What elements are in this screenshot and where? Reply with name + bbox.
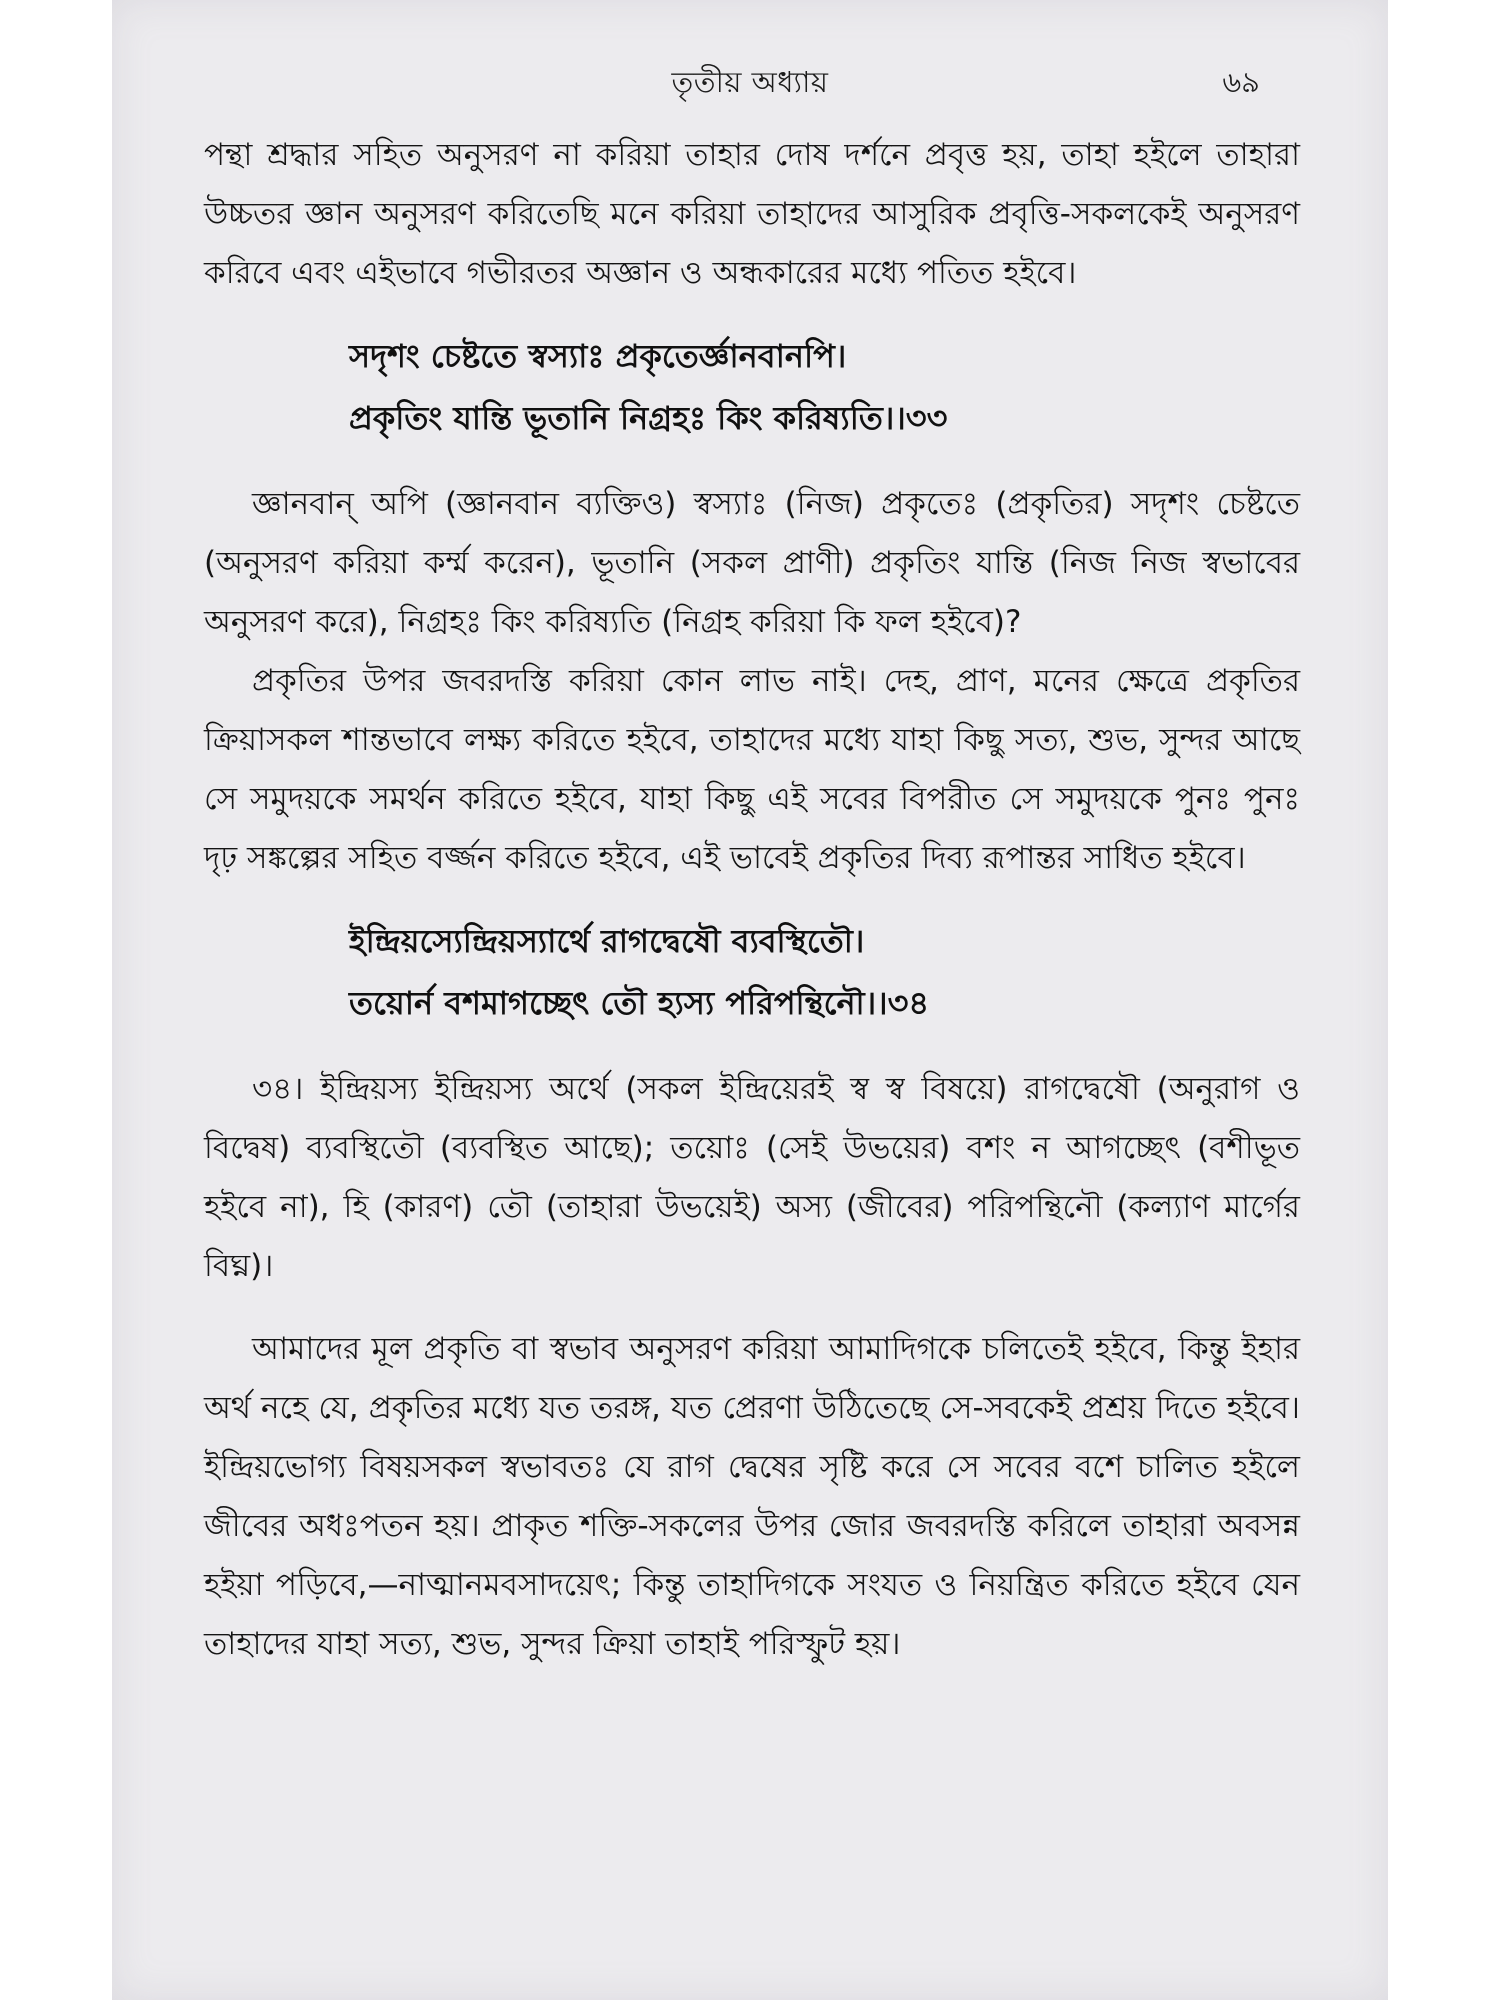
verse-34-line-1: ইন্দ্রিয়স্যেন্দ্রিয়স্যার্থে রাগদ্বেষৌ ব্যবস্থিতৌ। (349, 922, 865, 960)
verse-34 (204, 910, 1300, 1034)
verse-33-commentary: প্রকৃতির উপর জবরদস্তি করিয়া কোন লাভ নাই। দেহ, প্রাণ, মনের ক্ষেত্রে প্রকৃতির ক্রিয়াসকল শান্তভাবে লক্ষ্য করিতে হইবে, তাহাদের মধ্যে যাহা কিছু সত্য, শুভ, সুন্দর আছে সে সমুদয়কে সমর্থন করিতে হইবে, যাহা কিছু এই সবের বিপরীত সে সমুদয়কে পুনঃ পুনঃ দৃঢ় সঙ্কল্পের সহিত বর্জ্জন করিতে হইবে, এই ভাবেই প্রকৃতির দিব্য রূপান্তর সাধিত হইবে। (204, 663, 1300, 876)
verse-34-commentary: আমাদের মূল প্রকৃতি বা স্বভাব অনুসরণ করিয়া আমাদিগকে চলিতেই হইবে, কিন্তু ইহার অর্থ নহে যে, প্রকৃতির মধ্যে যত তরঙ্গ, যত প্রেরণা উঠিতেছে সে-সবকেই প্রশ্রয় দিতে হইবে। ইন্দ্রিয়ভোগ্য বিষয়সকল স্বভাবতঃ যে রাগ দ্বেষের সৃষ্টি করে সে সবের বশে চালিত হইলে জীবের অধঃপতন হয়। প্রাকৃত শক্তি-সকলের উপর জোর জবরদস্তি করিলে তাহারা অবসন্ন হইয়া পড়িবে,—নাত্মানমবসাদয়েৎ; কিন্তু তাহাদিগকে সংযত ও নিয়ন্ত্রিত করিতে হইবে যেন তাহাদের যাহা সত্য, শুভ, সুন্দর ক্রিয়া তাহাই পরিস্ফুট হয়। (204, 1331, 1300, 1662)
verse-33-line-1: সদৃশং চেষ্টতে স্বস্যাঃ প্রকৃতের্জ্ঞানবানপি। (349, 337, 847, 375)
verse-34-word-meaning: ৩৪। ইন্দ্রিয়স্য ইন্দ্রিয়স্য অর্থে (সকল ইন্দ্রিয়েরই স্ব স্ব বিষয়ে) রাগদ্বেষৌ (অনুরাগ ও বিদ্বেষ) ব্যবস্থিতৌ (ব্যবস্থিত আছে); তয়োঃ (সেই উভয়ের) বশং ন আগচ্ছেৎ (বশীভূত হইবে না), হি (কারণ) তৌ (তাহারা উভয়েই) অস্য (জীবের) পরিপন্থিনৌ (কল্যাণ মার্গের বিঘ্ন)। (204, 1071, 1300, 1284)
page-body (204, 126, 1300, 1674)
verse-33-line-2: প্রকৃতিং যান্তি ভূতানি নিগ্রহঃ কিং করিষ্যতি।।৩৩ (349, 399, 948, 437)
verse-34-line-2: তয়োর্ন বশমাগচ্ছেৎ তৌ হ্যস্য পরিপন্থিনৌ।।৩৪ (349, 984, 930, 1022)
page-header (112, 60, 1388, 110)
running-head: তৃতীয় অধ্যায় (671, 65, 829, 99)
page-number: ৬৯ (1222, 65, 1260, 99)
book-page (112, 0, 1388, 2000)
verse-33 (204, 325, 1300, 449)
verse-33-word-meaning: জ্ঞানবান্ অপি (জ্ঞানবান ব্যক্তিও) স্বস্যাঃ (নিজ) প্রকৃতেঃ (প্রকৃতির) সদৃশং চেষ্টতে (অনুসরণ করিয়া কর্ম্ম করেন), ভূতানি (সকল প্রাণী) প্রকৃতিং যান্তি (নিজ নিজ স্বভাবের অনুসরণ করে), নিগ্রহঃ কিং করিষ্যতি (নিগ্রহ করিয়া কি ফল হইবে)? (204, 486, 1300, 640)
paragraph-continuation: পন্থা শ্রদ্ধার সহিত অনুসরণ না করিয়া তাহার দোষ দর্শনে প্রবৃত্ত হয়, তাহা হইলে তাহারা উচ্চতর জ্ঞান অনুসরণ করিতেছি মনে করিয়া তাহাদের আসুরিক প্রবৃত্তি-সকলকেই অনুসরণ করিবে এবং এইভাবে গভীরতর অজ্ঞান ও অন্ধকারের মধ্যে পতিত হইবে। (204, 137, 1300, 291)
